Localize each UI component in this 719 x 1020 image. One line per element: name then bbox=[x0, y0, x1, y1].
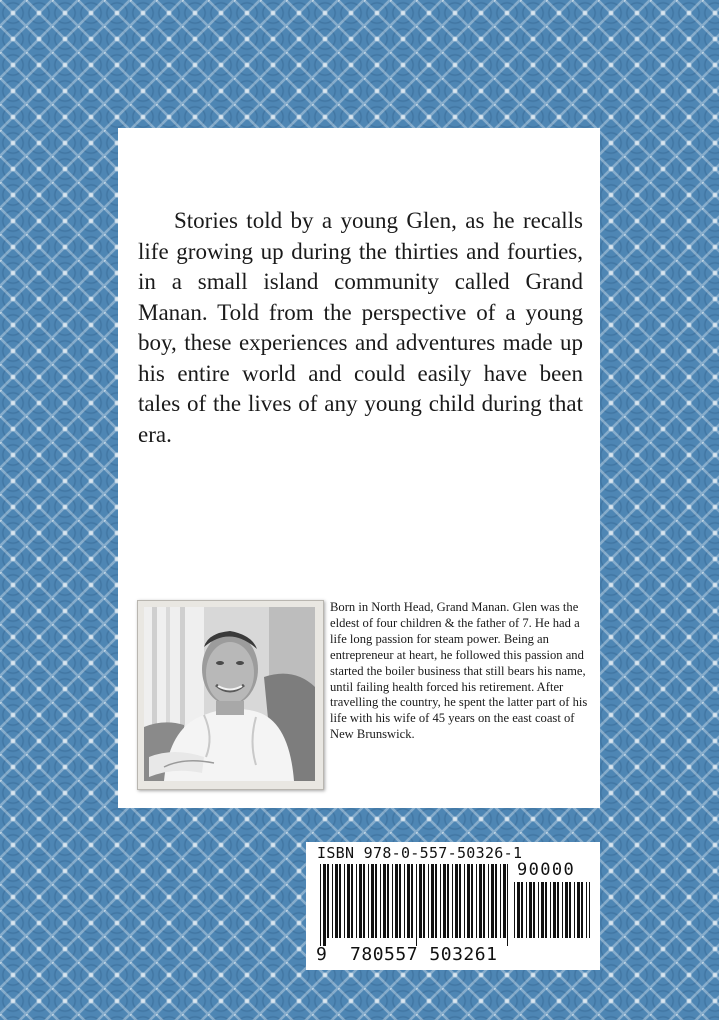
barcode-bar bbox=[399, 864, 401, 938]
barcode-bar bbox=[392, 864, 393, 938]
barcode-bar bbox=[356, 864, 357, 938]
author-photo bbox=[137, 600, 324, 790]
barcode-bar bbox=[387, 864, 389, 938]
barcode-bar bbox=[526, 882, 527, 938]
barcode-bar bbox=[335, 864, 338, 938]
book-blurb: Stories told by a young Glen, as he recalls life growing up during the thirties and fourties, in a small island community called Grand Manan. Told from the perspective of a young boy, these experiences and adventures made up his entire world and could easily have been tales of the lives of any young child during that era. bbox=[138, 208, 583, 447]
barcode-bar bbox=[327, 864, 329, 938]
barcode-bar bbox=[562, 882, 563, 938]
barcode-bar bbox=[443, 864, 446, 938]
barcode-bar bbox=[476, 864, 477, 938]
ean-prefix: 9 bbox=[316, 944, 328, 965]
barcode-bar bbox=[507, 864, 508, 946]
barcode-bar bbox=[483, 864, 485, 938]
barcode-bar bbox=[500, 864, 501, 938]
barcode-bar bbox=[538, 882, 539, 938]
barcode-bar bbox=[533, 882, 535, 938]
barcode-bar bbox=[404, 864, 405, 938]
barcode-bar bbox=[332, 864, 333, 938]
barcode-bar bbox=[351, 864, 353, 938]
barcode-bar bbox=[407, 864, 410, 938]
barcode-bar bbox=[323, 864, 326, 946]
barcode-bar bbox=[375, 864, 377, 938]
barcode-bar bbox=[467, 864, 470, 938]
barcode-bar bbox=[423, 864, 425, 938]
barcode-bar bbox=[363, 864, 365, 938]
barcode-bar bbox=[435, 864, 437, 938]
barcode-bar bbox=[347, 864, 350, 938]
barcode-bar bbox=[488, 864, 489, 938]
barcode-bar bbox=[577, 882, 580, 938]
barcode-bar bbox=[479, 864, 482, 938]
barcode-bar bbox=[371, 864, 374, 938]
author-photo-icon bbox=[144, 607, 315, 781]
barcode-bar bbox=[514, 882, 515, 938]
barcode-bar bbox=[574, 882, 575, 938]
isbn-barcode bbox=[306, 842, 600, 970]
author-bio: Born in North Head, Grand Manan. Glen was the eldest of four children & the father of 7. He had a life long passion for steam power. Being an entrepreneur at heart, he followed this passion and started the boiler business that still bears his name, until failing health forced his retirement. After travelling the country, he spent the latter part of his life with his wife of 45 years on the east coast of New Brunswick. bbox=[330, 600, 588, 742]
barcode-bar bbox=[431, 864, 434, 938]
barcode-bar bbox=[411, 864, 413, 938]
barcode-bar bbox=[368, 864, 369, 938]
barcode-bar bbox=[503, 864, 506, 938]
ean13-bars bbox=[320, 864, 508, 946]
barcode-bar bbox=[440, 864, 441, 938]
barcode-bar bbox=[550, 882, 551, 938]
ean-group-2: 503261 bbox=[429, 944, 498, 965]
barcode-bar bbox=[471, 864, 473, 938]
barcode-bar bbox=[459, 864, 461, 938]
barcode-bar bbox=[517, 882, 520, 938]
addon-code: 90000 bbox=[517, 860, 576, 880]
barcode-bar bbox=[344, 864, 345, 938]
barcode-bar bbox=[521, 882, 523, 938]
barcode-bar bbox=[380, 864, 381, 938]
barcode-bar bbox=[359, 864, 362, 938]
barcode-bar bbox=[581, 882, 583, 938]
barcode-bar bbox=[491, 864, 494, 938]
barcode-bar bbox=[452, 864, 453, 938]
barcode-bar bbox=[395, 864, 398, 938]
ean-group-1: 780557 bbox=[350, 944, 419, 965]
barcode-bar bbox=[541, 882, 544, 938]
barcode-bar bbox=[416, 864, 417, 946]
barcode-bar bbox=[339, 864, 341, 938]
barcode-bar bbox=[589, 882, 590, 938]
isbn-label: ISBN 978-0-557-50326-1 bbox=[317, 844, 523, 862]
barcode-bar bbox=[455, 864, 458, 938]
addon-bars bbox=[514, 882, 590, 946]
barcode-bar bbox=[557, 882, 559, 938]
barcode-bar bbox=[529, 882, 532, 938]
barcode-bar bbox=[586, 882, 587, 938]
barcode-bar bbox=[569, 882, 571, 938]
ean-digits bbox=[316, 944, 497, 965]
barcode-bar bbox=[428, 864, 429, 938]
barcode-bar bbox=[447, 864, 449, 938]
barcode-bar bbox=[553, 882, 556, 938]
barcode-bar bbox=[320, 864, 321, 946]
barcode-bar bbox=[565, 882, 568, 938]
barcode-bar bbox=[545, 882, 547, 938]
barcode-bar bbox=[495, 864, 497, 938]
barcode-bar bbox=[383, 864, 386, 938]
barcode-bar bbox=[419, 864, 422, 938]
barcode-bar bbox=[464, 864, 465, 938]
